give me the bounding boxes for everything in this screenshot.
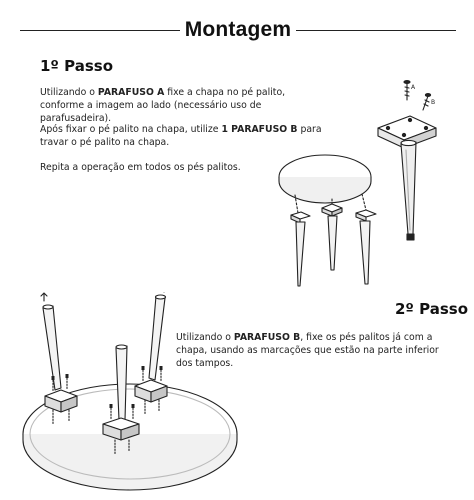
assembled-leg-left-icon	[43, 305, 77, 424]
screw-a-label: A	[411, 84, 416, 91]
step1-p1-text-c: fixe a chapa no pé palito, conforme a imagem ao lado (necessário uso de parafusadeira).	[40, 87, 286, 124]
exploded-leg-right-icon	[356, 194, 376, 284]
assembled-leg-right-icon	[135, 295, 167, 414]
exploded-leg-left-icon	[291, 195, 310, 286]
table-leg-icon	[401, 140, 416, 240]
page-header	[20, 14, 456, 44]
step1-paragraph-3: Repita a operação em todos os pés palitos.	[40, 162, 241, 173]
exploded-leg-middle-icon	[322, 199, 342, 270]
page-title: Montagem	[181, 18, 296, 41]
step2-p1-text-a: Utilizando o	[176, 332, 234, 343]
step1-p1-text-a: Utilizando o	[40, 87, 98, 98]
step2-p1-screw-b: PARAFUSO B	[233, 332, 301, 343]
step2-heading: 2º Passo	[395, 300, 468, 318]
step2-illustration	[15, 292, 245, 497]
step1-p2-text-c: para travar o pé palito na chapa.	[40, 124, 322, 148]
screw-a-icon	[404, 81, 410, 101]
step1-p2-text-a: Após fixar o pé palito na chapa, utilize	[40, 124, 222, 135]
step1-p2-screw-b: 1 PARAFUSO B	[221, 124, 298, 135]
step1-illustration	[270, 70, 470, 295]
step2-p1-text-c: , fixe os pés palitos já com a chapa, usando as marcações que estão na parte inferior dos tampos.	[176, 332, 439, 369]
page-title-wrap	[20, 18, 456, 42]
screw-b-icon	[423, 94, 431, 110]
step1-heading: 1º Passo	[40, 57, 113, 75]
table-top-icon	[279, 155, 371, 203]
step1-p1-screw-a: PARAFUSO A	[97, 87, 165, 98]
assembly-arrows-icon	[41, 292, 164, 301]
screw-b-label: B	[431, 99, 436, 106]
